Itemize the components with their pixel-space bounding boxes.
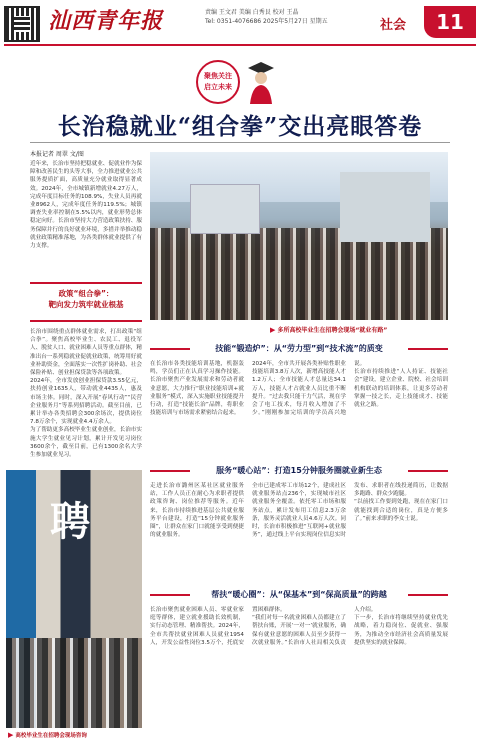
section-band-assistance xyxy=(150,588,448,602)
kicker-badge xyxy=(196,60,240,104)
section-title-service: 服务“暖心站”：打造15分钟服务圈就业新生态 xyxy=(216,466,382,475)
service-text: 走进长治市潞州区某社区就业服务站，工作人员正在耐心为求职者提供政策咨询、岗位推荐等服务。近年来，长治市持续推进基层公共就业服务平台建设，打造“15分钟就业服务圈”，让群众在家门口就能享受到便捷的就业服务。 全市已建成零工市场12个，建成社区就业服务站点236个，实现城市社区就业服务全覆盖。依托零工市场和服务站点，累计发布用工信息2.3万余条，服务灵活就业人员4.6万人次。同时，长治市积极推进“互联网+就业服务”，通过线上平台实现岗位信息实时发布、求职者在线投递简历，让数据多跑路、群众少跑腿。 “以前找工作要到处跑，现在在家门口就能找到合适的岗位，真是方便多了。”前来求职的李女士说。 xyxy=(150,483,448,539)
job-fair-photo xyxy=(6,470,142,728)
subsection-title-policy xyxy=(30,282,142,322)
subsection-title-line2: 靶向发力筑牢就业根基 xyxy=(48,300,124,309)
banner-character: 聘 xyxy=(50,499,90,545)
newspaper-logo: 汕西青年报 xyxy=(48,8,164,34)
graduate-figure-icon xyxy=(244,58,278,106)
main-photo xyxy=(150,152,448,320)
building-shape-2 xyxy=(340,172,430,242)
section-title-skills: 技能“锻造炉”：从“劳力型”到“技术流”的质变 xyxy=(215,344,383,353)
byline: 本报记者 周翠 文/图 xyxy=(30,151,84,158)
kicker-line2: 启立未来 xyxy=(204,83,232,91)
masthead-rule xyxy=(4,44,476,46)
assistance-text: 长治市聚焦就业困难人员、零就业家庭等群体，建立就业援助长效机制，实行动态管理、精准帮扶。2024年，全市共帮扶就业困难人员就业1954人，开发公益性岗位3.5万个，托底安置困难群体。 “我们对每一名就业困难人员都建立了帮扶台账，开展‘一对一’就业服务，确保有就业意愿的困难人员至少获得一次就业服务。”长治市人社局相关负责人介绍。 下一步，长治市将继续坚持就业优先战略，着力稳岗位、促就业、强服务，为推动全市经济社会高质量发展提供坚实的就业保障。 xyxy=(150,607,448,646)
masthead-info-line1: 责编 王文君 美编 白秀艮 校对 王晶 xyxy=(205,9,299,16)
page-number: 11 xyxy=(424,6,476,38)
skills-text: 在长治市各类技能培训基地，机器轰鸣，学员们正在认真学习操作技能。长治市聚焦产业发展需求和劳动者就业意愿，大力推行“职业技能培训+就业服务”模式，深入实施职业技能提升行动，打造“技能长治”品牌，将职业技能培训与市场需求紧密结合起来。 2024年，全市共开展各类补贴性职业技能培训3.8万人次，新增高技能人才1.2万人；全市技能人才总量达34.1万人，技能人才占就业人员比重不断提升。“过去我只能干力气活，现在学会了电工技术，每月收入增加了不少。”刚刚参加完培训的学员高兴地说。 长治市持续推进“人人持证、技能社会”建设，建立企业、院校、社会培训机构联动的培训体系，让更多劳动者掌握一技之长，走上技能成才、技能就业之路。 xyxy=(150,361,448,417)
section-band-service xyxy=(150,464,448,478)
masthead-info-line2: Tel: 0351-4076686 2025年5月27日 星期五 xyxy=(205,18,328,25)
kicker-line1: 聚焦关注 xyxy=(204,72,232,80)
policy-text: 长治市围绕重点群体就业需求，打出政策“组合拳”。聚焦高校毕业生、农民工、退役军人、脱贫人口、就业困难人员等重点群体，精准出台一系列稳就业促就业政策，统筹用好就业补助资金，全面落实一次性扩岗补助、社会保险补贴、创业担保贷款等各项政策。 2024年，全市发放创业担保贷款3.55亿元，扶持创业1635人，带动就业4435人，惠及市场主体。同时，深入开展“春风行动”“民营企业服务月”等系列招聘活动。截至目前，已累计举办各类招聘会300余场次，提供岗位7.8万余个，实现就业4.4万余人。 为了帮助更多高校毕业生就业创业，长治市实施大学生就业见习计划，累计开发见习岗位3600余个，截至目前，已有1300余名大学生参加就业见习。 xyxy=(30,329,142,459)
building-shape xyxy=(190,184,260,234)
photo-caption xyxy=(270,325,387,334)
banner-caption-marker-icon: ▶ xyxy=(8,731,14,739)
photo-caption-text: 多所高校毕业生在招聘会现场“就业有路” xyxy=(277,327,388,334)
intro-text: 近年来，长治市坚持把稳就业、促就业作为保障和改善民生的头等大事，全力推进就业公共服务提质扩面，高质量充分就业取得显著成效。2024年，全市城镇新增就业4.27万人，完成年度目标任务的108.9%，失业人员再就业8962人，完成年度任务的119.5%；城镇调查失业率控制在5.5%以内，就业形势总体稳定向好。长治市坚持大力营造政策扶持、服务保障并行的良好就业环境，多措并举推动稳就业政策精准落地，为各类群体就业提供了有力支撑。 xyxy=(30,161,142,250)
headline: 长治稳就业“组合拳”交出亮眼答卷 xyxy=(57,113,423,140)
qr-code xyxy=(4,6,40,42)
section-title-assistance: 帮扶“暖心圈”：从“保基本”到“保高质量”的跨越 xyxy=(211,590,387,599)
banner-caption xyxy=(8,731,87,739)
caption-marker-icon: ▶ xyxy=(270,326,276,334)
crowd-shape xyxy=(6,638,142,728)
subsection-title-line1: 政策“组合拳”： xyxy=(58,289,114,298)
section-label: 社会 xyxy=(380,18,407,33)
section-band-skills xyxy=(150,342,448,356)
headline-rule xyxy=(30,142,450,143)
banner-caption-text: 高校毕业生在招聘会现场咨询 xyxy=(15,733,87,739)
